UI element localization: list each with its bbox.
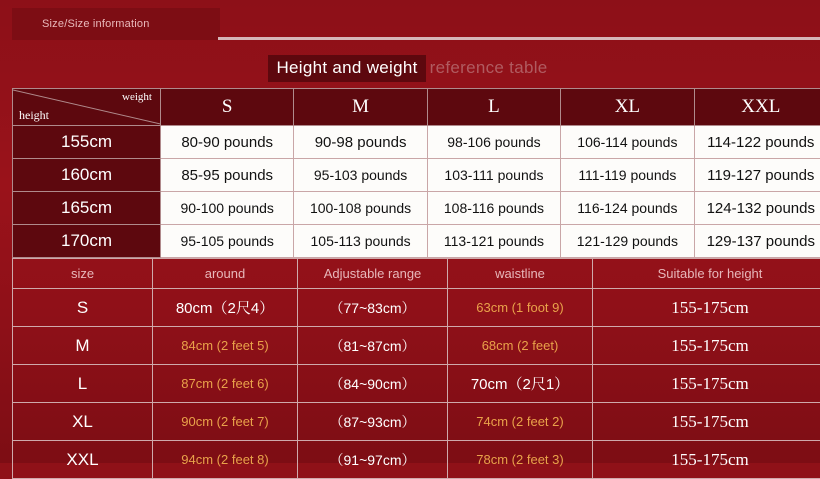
size-range-xxl: （91~97cm） <box>298 441 448 479</box>
cell-155-xl: 106-114 pounds <box>561 126 694 159</box>
size-around-xl: 90cm (2 feet 7) <box>153 403 298 441</box>
cell-165-xl: 116-124 pounds <box>561 192 694 225</box>
size-column-header-height: Suitable for height <box>593 259 820 289</box>
column-header-xl: XL <box>561 89 694 126</box>
table-row <box>13 159 820 192</box>
table-row <box>13 126 820 159</box>
cell-155-s: 80-90 pounds <box>161 126 294 159</box>
page-title <box>0 55 820 81</box>
size-range-l: （84~90cm） <box>298 365 448 403</box>
size-range-m: （81~87cm） <box>298 327 448 365</box>
cell-160-xl: 111-119 pounds <box>561 159 694 192</box>
table-corner-cell <box>13 89 161 126</box>
size-row-label-l: L <box>13 365 153 403</box>
size-height-xxl: 155-175cm <box>593 441 820 479</box>
cell-165-s: 90-100 pounds <box>161 192 294 225</box>
table-row <box>13 192 820 225</box>
size-height-s: 155-175cm <box>593 289 820 327</box>
row-header-165cm: 165cm <box>13 192 161 225</box>
size-around-l: 87cm (2 feet 6) <box>153 365 298 403</box>
size-information-label: Size/Size information <box>42 18 150 30</box>
cell-170-s: 95-105 pounds <box>161 225 294 258</box>
cell-170-xl: 121-129 pounds <box>561 225 694 258</box>
size-row-label-xxl: XXL <box>13 441 153 479</box>
size-information-tag <box>12 8 220 40</box>
cell-155-xxl: 114-122 pounds <box>694 126 820 159</box>
corner-height-label: height <box>19 108 49 123</box>
page-title-highlight: Height and weight <box>268 55 425 82</box>
table-row <box>13 365 820 403</box>
size-around-s: 80cm（2尺4） <box>153 289 298 327</box>
cell-165-l: 108-116 pounds <box>427 192 560 225</box>
size-range-s: （77~83cm） <box>298 289 448 327</box>
size-waist-xl: 74cm (2 feet 2) <box>448 403 593 441</box>
cell-170-l: 113-121 pounds <box>427 225 560 258</box>
height-weight-table <box>12 88 820 258</box>
cell-165-xxl: 124-132 pounds <box>694 192 820 225</box>
column-header-l: L <box>427 89 560 126</box>
size-height-l: 155-175cm <box>593 365 820 403</box>
size-table-header-row <box>13 259 820 289</box>
table-row <box>13 289 820 327</box>
size-around-xxl: 94cm (2 feet 8) <box>153 441 298 479</box>
cell-165-m: 100-108 pounds <box>294 192 427 225</box>
size-height-m: 155-175cm <box>593 327 820 365</box>
column-header-m: M <box>294 89 427 126</box>
size-information-tag-tail <box>205 8 219 40</box>
size-row-label-xl: XL <box>13 403 153 441</box>
cell-160-xxl: 119-127 pounds <box>694 159 820 192</box>
corner-weight-label: weight <box>122 91 152 103</box>
cell-155-m: 90-98 pounds <box>294 126 427 159</box>
size-range-xl: （87~93cm） <box>298 403 448 441</box>
row-header-170cm: 170cm <box>13 225 161 258</box>
size-row-label-m: M <box>13 327 153 365</box>
row-header-155cm: 155cm <box>13 126 161 159</box>
page-title-subtext: reference table <box>426 55 552 82</box>
size-around-m: 84cm (2 feet 5) <box>153 327 298 365</box>
cell-170-xxl: 129-137 pounds <box>694 225 820 258</box>
table-row <box>13 441 820 479</box>
size-waist-m: 68cm (2 feet) <box>448 327 593 365</box>
table-row <box>13 327 820 365</box>
header-divider <box>218 37 820 40</box>
cell-160-s: 85-95 pounds <box>161 159 294 192</box>
size-detail-table <box>12 258 820 479</box>
table-row <box>13 403 820 441</box>
size-waist-s: 63cm (1 foot 9) <box>448 289 593 327</box>
size-column-header-waistline: waistline <box>448 259 593 289</box>
column-header-s: S <box>161 89 294 126</box>
size-column-header-range: Adjustable range <box>298 259 448 289</box>
cell-155-l: 98-106 pounds <box>427 126 560 159</box>
cell-160-m: 95-103 pounds <box>294 159 427 192</box>
cell-160-l: 103-111 pounds <box>427 159 560 192</box>
column-header-xxl: XXL <box>694 89 820 126</box>
size-height-xl: 155-175cm <box>593 403 820 441</box>
row-header-160cm: 160cm <box>13 159 161 192</box>
size-row-label-s: S <box>13 289 153 327</box>
size-waist-l: 70cm（2尺1） <box>448 365 593 403</box>
table-row <box>13 225 820 258</box>
size-column-header-size: size <box>13 259 153 289</box>
table-header-row <box>13 89 820 126</box>
size-column-header-around: around <box>153 259 298 289</box>
cell-170-m: 105-113 pounds <box>294 225 427 258</box>
size-waist-xxl: 78cm (2 feet 3) <box>448 441 593 479</box>
